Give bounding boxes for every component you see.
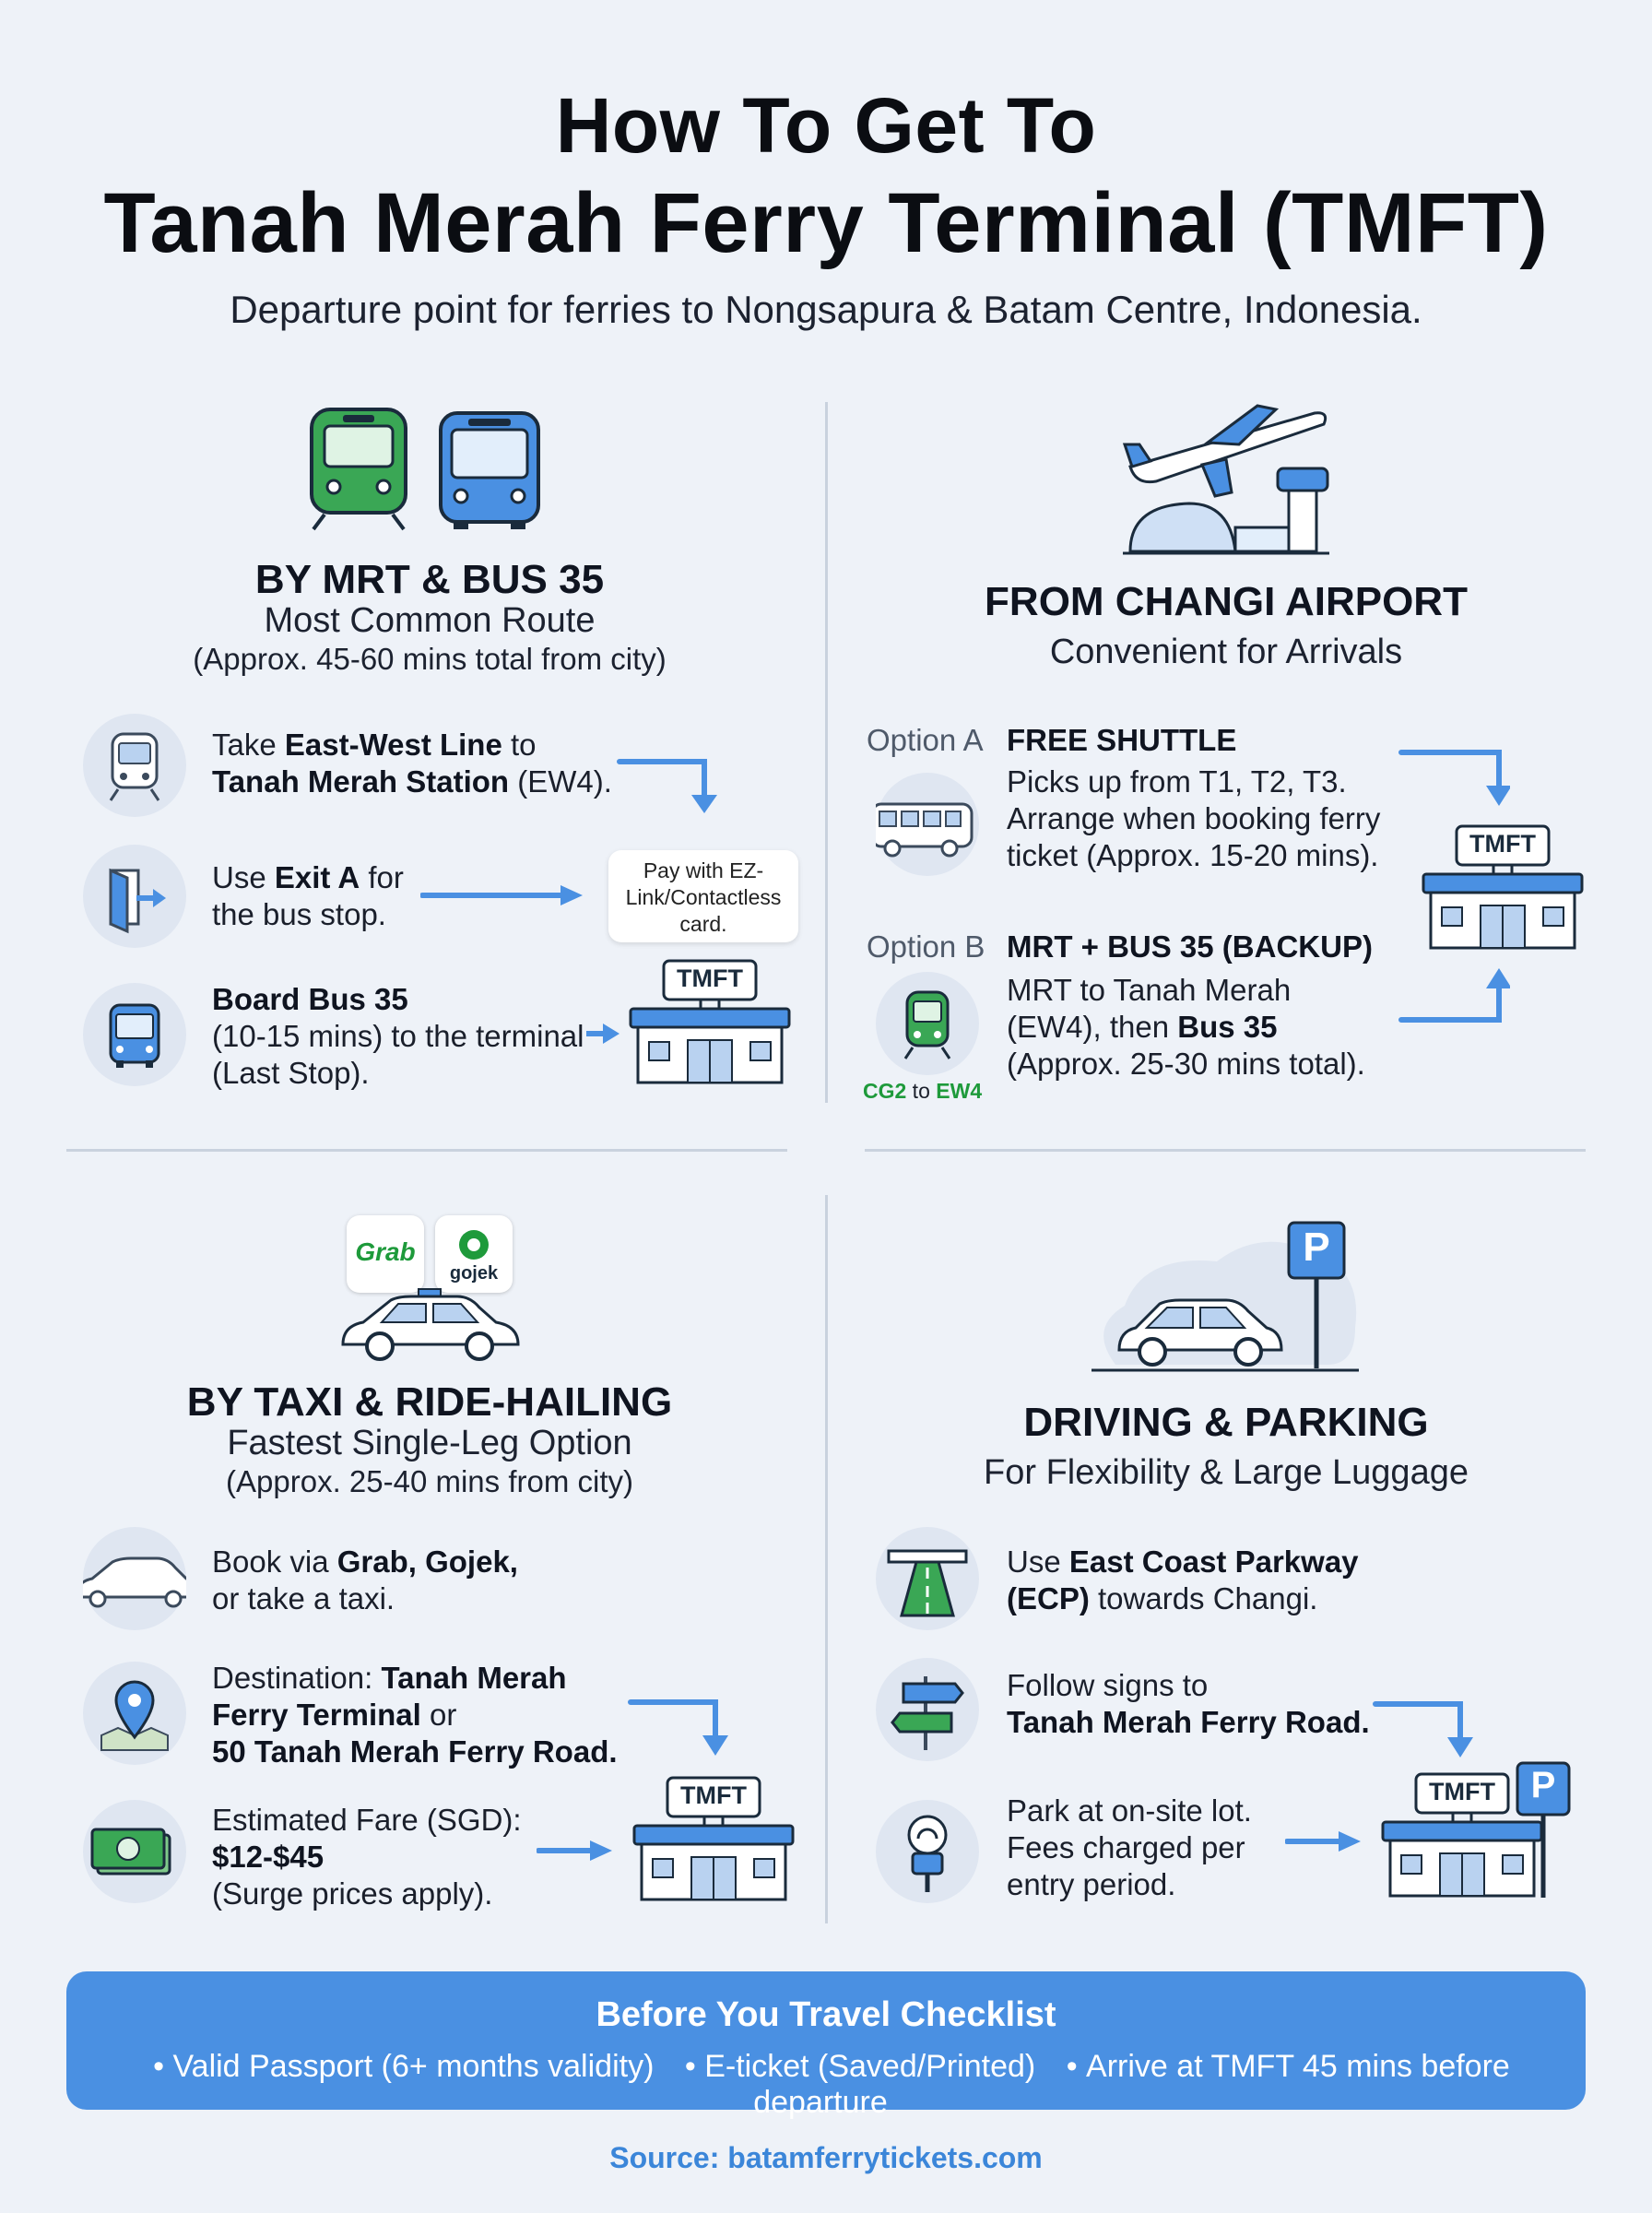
mrt-step-1: Take East-West Line to Tanah Merah Station (EW4). (212, 728, 612, 799)
shuttle-van-icon (876, 773, 979, 876)
arrow-down-icon (1372, 1695, 1484, 1763)
drive-heading: DRIVING & PARKING (1023, 1400, 1429, 1445)
arrow-down-icon (616, 752, 728, 817)
taxi-subheading: Fastest Single-Leg Option (227, 1424, 632, 1462)
arrow-down-to-terminal-icon (1398, 743, 1510, 811)
map-pin-icon (83, 1662, 186, 1765)
mrt-step-2: Use Exit A for the bus stop. (212, 860, 404, 931)
taxi-car-icon (337, 1287, 522, 1363)
train-icon (83, 714, 186, 817)
drive-step-2: Follow signs to Tanah Merah Ferry Road. (1007, 1668, 1370, 1739)
cash-money-icon (83, 1800, 186, 1903)
title-line-2: Tanah Merah Ferry Terminal (TMFT) (103, 176, 1549, 270)
checklist-item: • E-ticket (Saved/Printed) (684, 2049, 1036, 2084)
arrow-right-icon (1285, 1826, 1364, 1857)
mrt-train-green-icon (876, 972, 979, 1075)
tmft-terminal-icon (631, 1774, 796, 1903)
exit-door-icon (83, 845, 186, 948)
tmft-sign-label: TMFT (680, 1781, 747, 1809)
mrt-subheading: Most Common Route (264, 601, 596, 640)
option-a-text: Picks up from T1, T2, T3. Arrange when booking ferry ticket (Approx. 15-20 mins). (1007, 764, 1381, 872)
taxi-step-1: Book via Grab, Gojek, or take a taxi. (212, 1544, 518, 1615)
tmft-sign-label: TMFT (1429, 1778, 1495, 1805)
drive-step-1: Use East Coast Parkway (ECP) towards Changi. (1007, 1544, 1359, 1615)
divider-vertical-top (825, 402, 828, 1103)
tmft-terminal-icon (1420, 822, 1586, 952)
subtitle: Departure point for ferries to Nongsapura & Batam Centre, Indonesia. (230, 288, 1422, 331)
payment-tip-bubble: Pay with EZ- Link/Contactless card. (608, 850, 798, 942)
checklist-item: • Arrive at TMFT 45 mins before departure (753, 2049, 1510, 2120)
checklist-items (66, 2049, 1586, 2121)
gojek-logo: gojek (435, 1215, 513, 1293)
airport-subheading: Convenient for Arrivals (1049, 633, 1403, 671)
line-transfer-label: CG2 to EW4 (863, 1079, 983, 1103)
train-and-bus-icon (306, 406, 546, 531)
tmft-sign-label: TMFT (1469, 830, 1536, 858)
bus-icon (83, 983, 186, 1086)
taxi-duration-note: (Approx. 25-40 mins from city) (226, 1464, 633, 1498)
tmft-sign-label: TMFT (677, 964, 743, 992)
option-a-label: Option A (867, 723, 984, 757)
arrow-right-icon (420, 882, 586, 909)
mrt-duration-note: (Approx. 45-60 mins total from city) (193, 642, 667, 676)
tmft-terminal-parking-icon (1379, 1761, 1619, 1899)
divider-horizontal-right (865, 1149, 1586, 1152)
arrow-down-icon (627, 1693, 739, 1761)
tmft-terminal-icon (627, 957, 793, 1086)
taxi-step-3: Estimated Fare (SGD): $12-$45 (Surge prices apply). (212, 1803, 522, 1911)
option-b-text: MRT to Tanah Merah (EW4), then Bus 35 (Approx. 25-30 mins total). (1007, 973, 1365, 1081)
airport-plane-icon (1119, 404, 1333, 557)
airport-heading: FROM CHANGI AIRPORT (985, 579, 1468, 624)
option-b-label: Option B (867, 929, 985, 964)
car-icon (83, 1527, 186, 1630)
mrt-step-3: Board Bus 35 (10-15 mins) to the terminal (Last Stop). (212, 982, 584, 1090)
drive-step-3: Park at on-site lot. Fees charged per entry period. (1007, 1793, 1252, 1901)
arrow-right-icon (537, 1835, 616, 1866)
title-line-1: How To Get To (555, 82, 1097, 169)
taxi-heading: BY TAXI & RIDE-HAILING (186, 1379, 673, 1425)
divider-vertical-bottom (825, 1195, 828, 1923)
divider-horizontal-left (66, 1149, 787, 1152)
taxi-step-2: Destination: Tanah Merah Ferry Terminal or 50 Tanah Merah Ferry Road. (212, 1661, 618, 1769)
checklist-title: Before You Travel Checklist (596, 1995, 1056, 2034)
source-credit: Source: batamferrytickets.com (609, 2141, 1043, 2174)
grab-logo: Grab (347, 1215, 424, 1293)
checklist-banner (66, 1971, 1586, 2120)
option-a-title: FREE SHUTTLE (1007, 723, 1237, 757)
arrow-right-small-icon (584, 1018, 623, 1049)
drive-subheading: For Flexibility & Large Luggage (984, 1453, 1469, 1492)
mrt-heading: BY MRT & BUS 35 (254, 557, 605, 602)
parking-meter-icon (876, 1800, 979, 1903)
checklist-item: • Valid Passport (6+ months validity) (153, 2049, 655, 2084)
option-b-title: MRT + BUS 35 (BACKUP) (1007, 929, 1373, 964)
parking-sign-label: P (1530, 1765, 1556, 1805)
highway-icon (876, 1527, 979, 1630)
parking-sign-label: P (1303, 1225, 1330, 1270)
arrow-up-to-terminal-icon (1398, 964, 1510, 1029)
signpost-icon (876, 1658, 979, 1761)
